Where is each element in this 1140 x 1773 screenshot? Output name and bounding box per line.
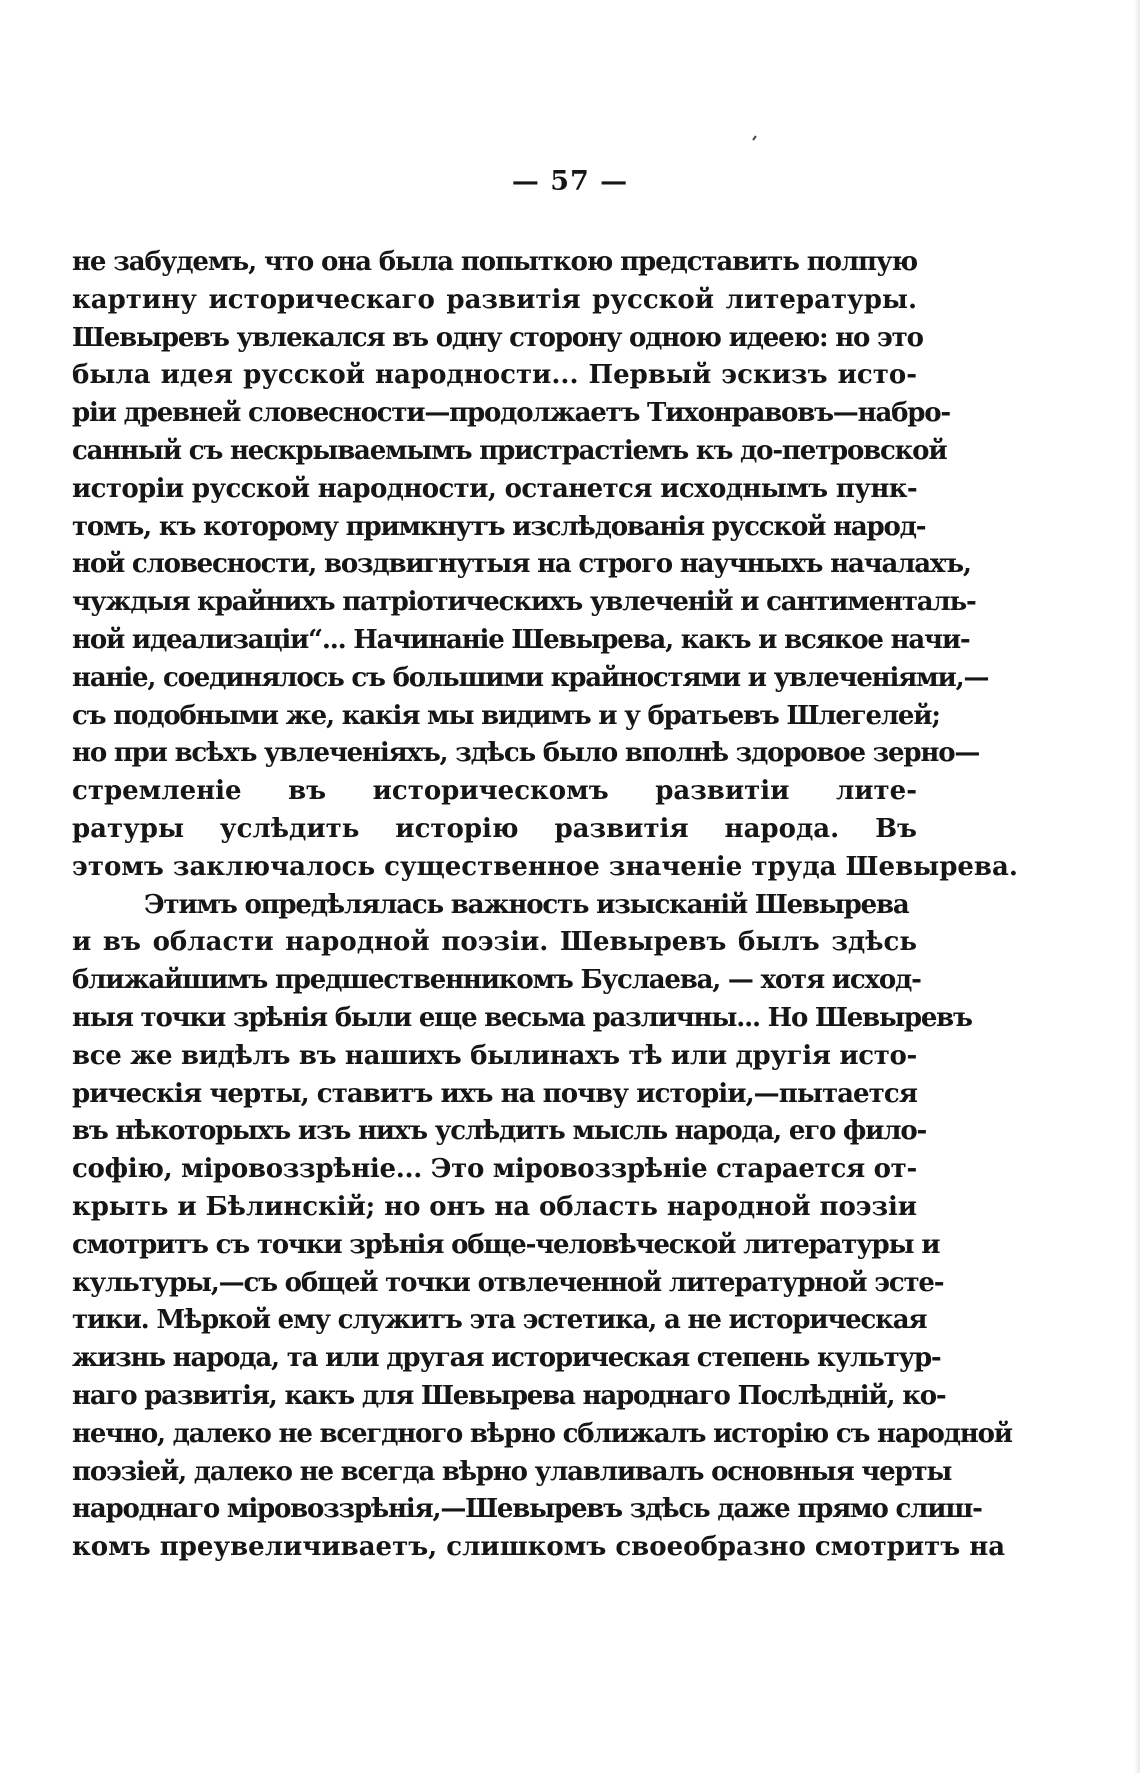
text-line: ближайшимъ предшественникомъ Буслаева, — хотя исход-: [72, 965, 921, 996]
text-line: софію, міровоззрѣніе... Это міровоззрѣніе старается от-: [72, 1154, 917, 1185]
text-line: этомъ заключалось существенное значеніе труда Шевырева.: [72, 851, 1018, 882]
text-line: стремленіе въ историческомъ развитіи лите-: [72, 776, 917, 807]
text-line: народнаго міровоззрѣнія,—Шевыревъ здѣсь даже прямо слиш-: [72, 1494, 982, 1525]
text-line: картину историческаго развитія русской литературы.: [72, 284, 917, 315]
text-line: ной словесности, воздвигнутыя на строго научныхъ началахъ,: [72, 549, 971, 580]
text-line: рическія черты, ставитъ ихъ на почву исторіи,—пытается: [72, 1078, 917, 1109]
text-line: санный съ нескрываемымъ пристрастіемъ къ до-петровской: [72, 435, 947, 466]
text-line: и въ области народной поэзіи. Шевыревъ былъ здѣсь: [72, 927, 917, 958]
text-line: томъ, къ которому примкнутъ изслѣдованія русской народ-: [72, 511, 926, 542]
text-line: ныя точки зрѣнія были еще весьма различны... Но Шевыревъ: [72, 1002, 972, 1033]
text-line: исторіи русской народности, останется исходнымъ пунк-: [72, 473, 918, 504]
page-edge-shadow: [1134, 0, 1140, 1773]
text-line: съ подобными же, какія мы видимъ и у братьевъ Шлегелей;: [72, 700, 940, 731]
stray-ink-mark: [752, 135, 757, 140]
body-text: [72, 244, 1018, 1567]
text-line: культуры,—съ общей точки отвлеченной литературной эсте-: [72, 1267, 944, 1298]
text-line: крыть и Бѣлинскій; но онъ на область народной поэзіи: [72, 1191, 917, 1222]
text-line: жизнь народа, та или другая историческая степень культур-: [72, 1343, 941, 1374]
text-line: поэзіей, далеко не всегда вѣрно улавливалъ основныя черты: [72, 1456, 952, 1487]
text-line: комъ преувеличиваетъ, слишкомъ своеобразно смотритъ на: [72, 1532, 1006, 1563]
text-line: наго развитія, какъ для Шевырева народнаго Послѣдній, ко-: [72, 1380, 946, 1411]
text-line: наніе, соединялось съ большими крайностями и увлеченіями,—: [72, 662, 989, 693]
page-number: — 57 —: [511, 166, 629, 197]
text-line: Шевыревъ увлекался въ одну сторону одною идеею: но это: [72, 322, 923, 353]
text-line: все же видѣлъ въ нашихъ былинахъ тѣ или другія исто-: [72, 1040, 917, 1071]
text-line: не забудемъ, что она была попыткою представить полпую: [72, 247, 917, 277]
text-line: чуждыя крайнихъ патріотическихъ увлеченій и сантименталь-: [72, 587, 976, 618]
text-line: но при всѣхъ увлеченіяхъ, здѣсь было вполнѣ здоровое зерно—: [72, 738, 980, 769]
text-line: тики. Мѣркой ему служитъ эта эстетика, а не историческая: [72, 1305, 927, 1336]
paragraph-start-line: Этимъ опредѣлялась важность изысканій Шевырева: [144, 889, 909, 920]
text-line: ріи древней словесности—продолжаетъ Тихонравовъ—набро-: [72, 398, 950, 429]
text-line: ной идеализаціи“... Начинаніе Шевырева, какъ и всякое начи-: [72, 624, 970, 655]
text-line: нечно, далеко не всегдного вѣрно сближалъ исторію съ народной: [72, 1418, 1012, 1449]
text-line: ратуры услѣдить исторію развитія народа. Въ: [72, 813, 917, 844]
text-line: смотритъ съ точки зрѣнія обще-человѣческой литературы и: [72, 1229, 940, 1260]
text-line: въ нѣкоторыхъ изъ нихъ услѣдить мысль народа, его фило-: [72, 1116, 927, 1147]
text-line: была идея русской народности... Первый эскизъ исто-: [72, 360, 917, 391]
